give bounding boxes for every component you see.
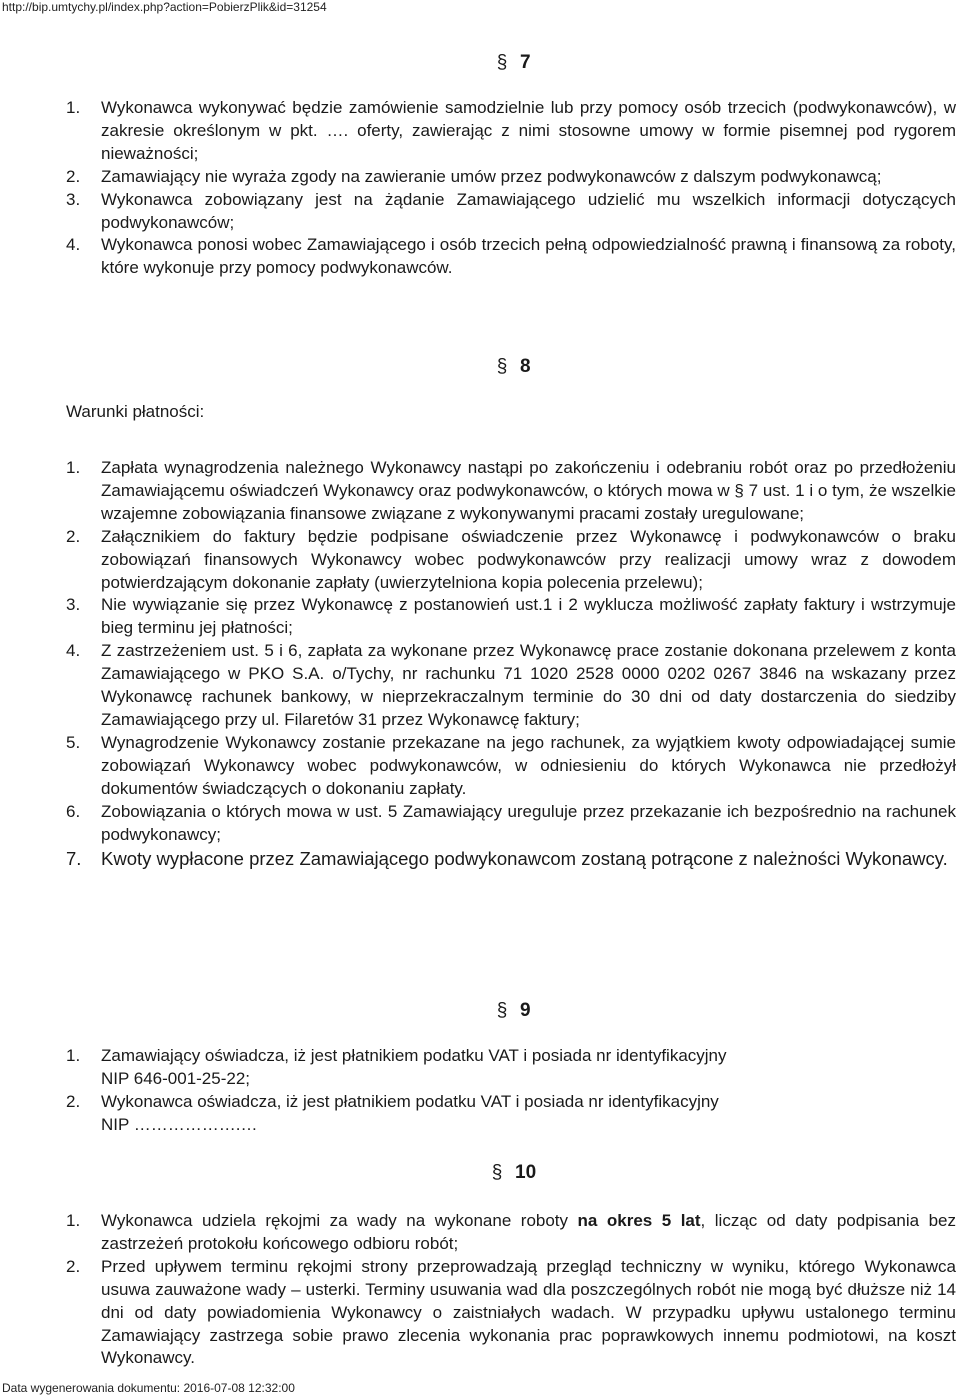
item-text: Zamawiający nie wyraża zgody na zawieranie umów przez podwykonawców z dalszym podwykonawcą;: [101, 166, 882, 186]
section-number: 10: [515, 1162, 537, 1183]
list-item: [66, 846, 956, 871]
item-number: 1.: [66, 1211, 81, 1230]
list-item: [66, 166, 956, 189]
item-number: 4.: [66, 235, 81, 255]
item-number: 3.: [66, 189, 81, 209]
item-text: Kwoty wypłacone przez Zamawiającego podwykonawcom zostaną potrącone z należności Wykonawcy.: [101, 848, 948, 870]
item-text: Wykonawca ponosi wobec Zamawiającego i osób trzecich pełną odpowiedzialność prawną i finansową za roboty, które wykonuje przy pomocy podwykonawców.: [101, 235, 956, 278]
section-7-list: [66, 97, 956, 280]
generation-date-footer: Data wygenerowania dokumentu: 2016-07-08 12:32:00: [2, 1381, 295, 1395]
item-text: Wykonawca udziela rękojmi za wady na wykonane roboty: [101, 1211, 578, 1230]
item-text: Załącznikiem do faktury będzie podpisane oświadczenie przez Wykonawcę i podwykonawców o braku zobowiązań finansowych Wykonawcy wobec podwykonawców przy realizacji umowy wraz z dowodem potwierdzającym dokonanie zapłaty (uwierzytelniona kopia polecenia przelewu);: [101, 526, 956, 592]
list-item: [66, 97, 956, 166]
item-number: 2.: [66, 1256, 81, 1276]
list-item: [66, 1256, 956, 1371]
source-url: http://bip.umtychy.pl/index.php?action=PobierzPlik&id=31254: [2, 0, 327, 14]
list-item: [66, 189, 956, 235]
list-item: [66, 234, 956, 280]
section-number: 9: [520, 1000, 531, 1021]
item-text: Nie wywiązanie się przez Wykonawcę z postanowień ust.1 i 2 wyklucza możliwość zapłaty faktury i wstrzymuje bieg terminu jej płatności;: [101, 595, 956, 638]
list-item: [66, 801, 956, 847]
item-number: 2.: [66, 526, 81, 546]
list-item: [66, 457, 956, 526]
payment-terms-label: Warunki płatności:: [66, 402, 205, 421]
section-sign: §: [496, 356, 508, 377]
section-sign: §: [491, 1162, 503, 1183]
item-number: 1.: [66, 1046, 81, 1065]
list-item: [66, 640, 956, 732]
item-text: Wynagrodzenie Wykonawcy zostanie przekazane na jego rachunek, za wyjątkiem kwoty odpowiadającej sumie zobowiązań Wykonawcy wobec podwykonawców, w odniesieniu do których Wykonawca nie przedłożył dokumentów świadczących o dokonaniu zapłaty.: [101, 732, 956, 798]
item-number: 1.: [66, 458, 81, 477]
item-text: Zobowiązania o których mowa w ust. 5 Zamawiający ureguluje przez przekazanie ich bezpośrednio na rachunek podwykonawcy;: [101, 801, 956, 844]
item-text: Zapłata wynagrodzenia należnego Wykonawcy nastąpi po zakończeniu i odebraniu robót oraz po przedłożeniu Zamawiającemu oświadczeń Wykonawcy oraz podwykonawców, o których mowa w § 7 ust. 1 i o tym, że wszelkie wzajemne zobowiązania finansowe związane z wykonywanymi pracami zostały uregulowane;: [101, 458, 956, 523]
section-sign: §: [496, 52, 508, 73]
section-9-list: [66, 1045, 956, 1137]
list-item: [66, 526, 956, 595]
list-item: [66, 1210, 956, 1256]
nip-number: NIP 646-001-25-22;: [101, 1068, 251, 1088]
item-number: 4.: [66, 641, 81, 661]
list-item: [66, 1091, 956, 1137]
item-text: Zamawiający oświadcza, iż jest płatnikiem podatku VAT i posiada nr identyfikacyjny: [101, 1046, 727, 1065]
section-8-list: [66, 457, 956, 871]
item-number: 2.: [66, 1091, 81, 1111]
section-10-list: [66, 1210, 956, 1370]
item-text: Wykonawca wykonywać będzie zamówienie samodzielnie lub przy pomocy osób trzecich (podwykonawców), w zakresie określonym w pkt. …. oferty, zawierając z nimi stosowne umowy w formie pisemnej pod rygorem nieważności;: [101, 98, 956, 163]
warranty-period: na okres 5 lat: [577, 1211, 701, 1230]
item-number: 2.: [66, 166, 81, 186]
item-text: Z zastrzeżeniem ust. 5 i 6, zapłata za wykonane przez Wykonawcę prace zostanie dokonana przelewem z konta Zamawiającego w PKO S.A. o/Tychy, nr rachunku 71 1020 2528 0000 0202 0267 3846 na wskazany przez Wykonawcę rachunek bankowy, w nieprzekraczalnym terminie do 30 dni od daty dostarczenia do siedziby Zamawiającego przy ul. Filaretów 31 przez Wykonawcę faktury;: [101, 641, 956, 729]
list-item: [66, 1045, 956, 1091]
list-item: [66, 732, 956, 801]
list-item: [66, 594, 956, 640]
section-10-heading: [489, 1162, 536, 1184]
item-number: 7.: [66, 848, 82, 870]
section-8-heading: [494, 356, 531, 378]
section-number: 8: [520, 356, 531, 377]
section-sign: §: [496, 1000, 508, 1021]
item-text: Wykonawca oświadcza, iż jest płatnikiem podatku VAT i posiada nr identyfikacyjny: [101, 1091, 719, 1111]
section-9-heading: [494, 1000, 531, 1022]
item-text: Przed upływem terminu rękojmi strony przeprowadzają przegląd techniczny w wyniku, którego Wykonawca usuwa zauważone wady – usterki. Terminy usuwania wad dla poszczególnych robót nie mogą być dłuższe niż 14 dni od daty powiadomienia Wykonawcy o zaistniałych wadach. W przypadku upływu ustalonego terminu Zamawiający zastrzega sobie prawo zlecenia wykonania prac poprawkowych innemu podmiotowi, na koszt Wykonawcy.: [101, 1256, 956, 1368]
nip-number: NIP ……………….…: [101, 1114, 258, 1134]
item-text: , licząc od daty podpisania bez zastrzeżeń protokołu końcowego odbioru robót;: [101, 1211, 956, 1253]
section-number: 7: [520, 52, 531, 73]
item-number: 3.: [66, 595, 81, 615]
item-text: Wykonawca zobowiązany jest na żądanie Zamawiającego udzielić mu wszelkich informacji dotyczących podwykonawców;: [101, 189, 956, 232]
item-number: 5.: [66, 732, 81, 752]
section-7-heading: [494, 52, 531, 74]
item-number: 1.: [66, 98, 81, 117]
item-number: 6.: [66, 801, 81, 821]
